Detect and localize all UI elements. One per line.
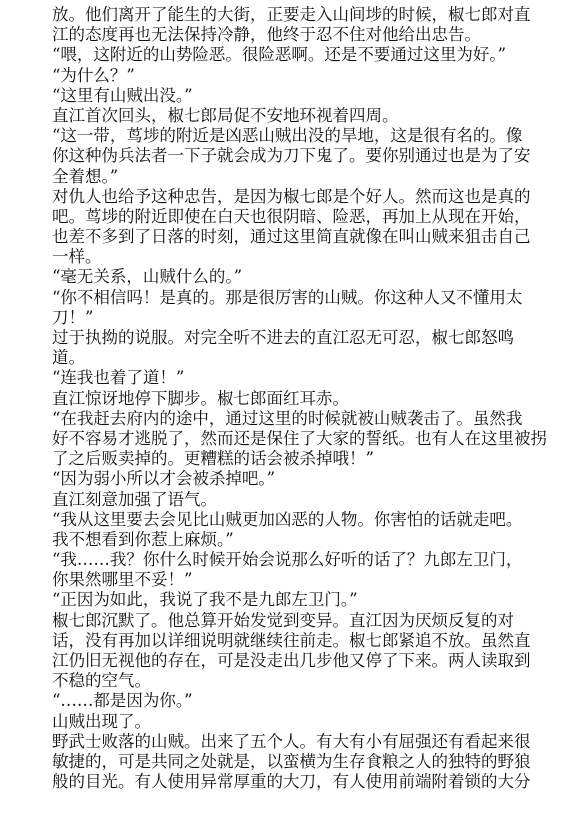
text-line: 江仍旧无视他的存在，可是没走出几步他又停了下来。两人读取到 [52, 651, 531, 670]
text-line: 椒七郎沉默了。他总算开始发觉到变异。直江因为厌烦反复的对 [52, 610, 514, 630]
text-line: “连我也着了道！” [52, 368, 185, 388]
text-line: 敏捷的，可是共同之处就是，以蛮横为生存食粮之人的独特的野狼 [52, 751, 531, 771]
text-line: “毫无关系，山贼什么的。” [52, 267, 243, 287]
text-line: “在我赶去府内的途中，通过这里的时候就被山贼袭击了。虽然我 [52, 408, 523, 428]
text-line: “因为弱小所以才会被杀掉吧。” [52, 469, 276, 489]
text-line: “为什么？” [52, 65, 135, 85]
text-line: 江的态度再也无法保持冷静，他终于忍不住对他给出忠告。 [52, 25, 481, 45]
text-line: “……都是因为你。” [52, 691, 193, 711]
text-line: 一样。 [52, 247, 102, 267]
text-line: “这一带，茑埗的附近是凶恶山贼出没的旱地，这是很有名的。像 [52, 126, 523, 146]
text-line: 你这种伪兵法者一下子就会成为刀下鬼了。要你别通过也是为了安 [52, 146, 531, 166]
text-line: 刀！” [52, 307, 94, 327]
text-line: 直江惊讶地停下脚步。椒七郎面红耳赤。 [52, 388, 349, 408]
text-line: “喂，这附近的山势险恶。很险恶啊。还是不要通过这里为好。” [52, 45, 507, 65]
text-line: 放。他们离开了能生的大街，正要走入山间埗的时候，椒七郎对直 [52, 5, 531, 24]
text-line: 了之后贩卖掉的。更糟糕的话会被杀掉哦！” [52, 449, 374, 469]
text-line: “这里有山贼出没。” [52, 85, 193, 105]
text-line: 吧。茑埗的附近即使在白天也很阴暗、险恶，再加上从现在开始， [52, 206, 531, 226]
text-line: “我……我？你什么时候开始会说那么好听的话了？九郎左卫门， [52, 550, 523, 570]
text-line: 般的目光。有人使用异常厚重的大刀，有人使用前端附着锁的大分 [52, 772, 531, 792]
text-line: 过于执拗的说服。对完全听不进去的直江忍无可忍，椒七郎怒鸣 [52, 328, 514, 347]
text-line: 直江首次回头，椒七郎局促不安地环视着四周。 [52, 105, 399, 125]
text-line: 全着想。” [52, 166, 119, 186]
text-line: 话，没有再加以详细说明就继续往前走。椒七郎紧追不放。虽然直 [52, 630, 531, 650]
text-line: 道。 [52, 348, 85, 368]
text-line: “我从这里要去会见比山贼更加凶恶的人物。你害怕的话就走吧。 [52, 509, 523, 529]
text-line: “正因为如此，我说了我不是九郎左卫门。” [52, 590, 358, 610]
text-line: 你果然哪里不妥！” [52, 570, 193, 590]
text-line: 山贼出现了。 [52, 711, 151, 731]
text-line: 不稳的空气。 [52, 671, 151, 691]
text-line: 好不容易才逃脱了，然而还是保住了大家的誓纸。也有人在这里被拐 [52, 428, 547, 448]
text-line: 野武士败落的山贼。出来了五个人。有大有小有屈强还有看起来很 [52, 731, 531, 751]
text-line: 对仇人也给予这种忠告，是因为椒七郎是个好人。然而这也是真的 [52, 186, 531, 206]
text-line: “你不相信吗！是真的。那是很厉害的山贼。你这种人又不懂用太 [52, 287, 523, 307]
text-line: 我不想看到你惹上麻烦。” [52, 529, 234, 549]
text-line: 直江刻意加强了语气。 [52, 489, 217, 509]
text-line: 也差不多到了日落的时刻，通过这里简直就像在叫山贼来狙击自己 [52, 227, 531, 247]
